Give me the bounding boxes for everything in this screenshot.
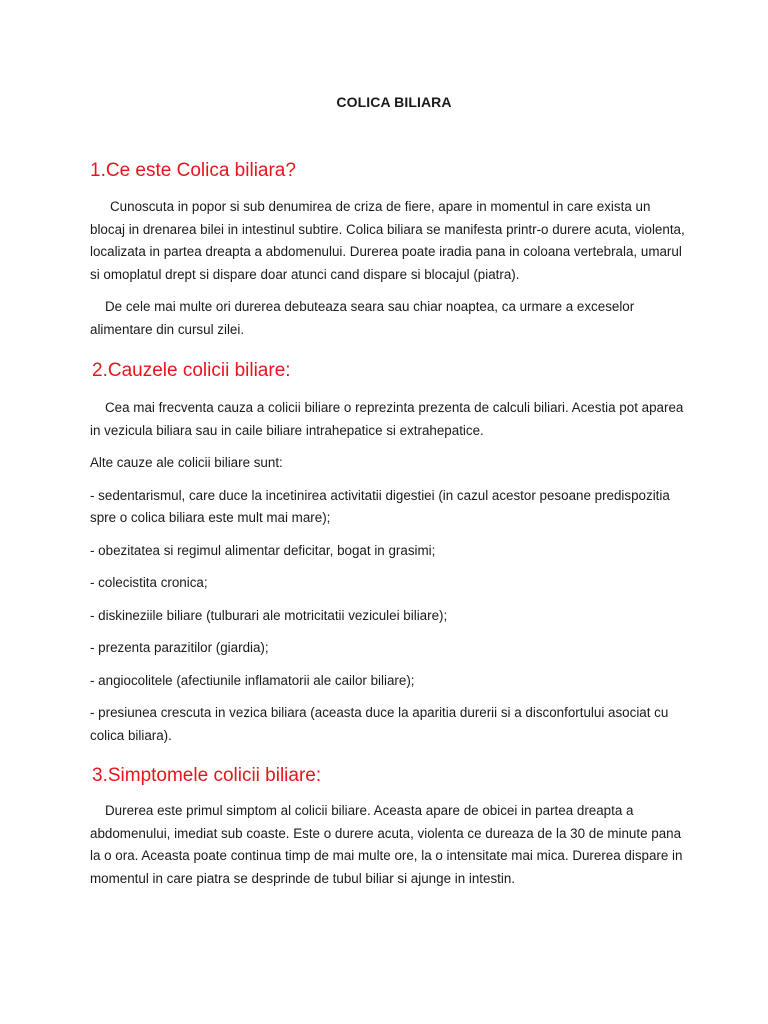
list-item: - presiunea crescuta in vezica biliara (aceasta duce la aparitia durerii si a disconfortului asociat cu colica biliara).	[90, 705, 669, 743]
list-item: - obezitatea si regimul alimentar deficitar, bogat in grasimi;	[90, 542, 436, 558]
paragraph-definition: Cunoscuta in popor si sub denumirea de criza de fiere, apare in momentul in care exista un blocaj in drenarea bilei in intestinul subtire. Colica biliara se manifesta printr-o durere acuta, violenta, localizata in partea dreapta a abdomenului. Durerea poate iradia pana in coloana vertebrala, umarul si omoplatul drept si dispare doar atunci cand dispare si blocajul (piatra).	[90, 199, 685, 282]
list-item: - angiocolitele (afectiunile inflamatorii ale cailor biliare);	[90, 672, 415, 688]
section-heading-definition: 1.Ce este Colica biliara?	[90, 160, 296, 181]
paragraph-other-causes-intro: Alte cauze ale colicii biliare sunt:	[90, 455, 283, 470]
list-item: - prezenta parazitilor (giardia);	[90, 640, 269, 655]
paragraph-onset: De cele mai multe ori durerea debuteaza seara sau chiar noaptea, ca urmare a exceselor alimentare din cursul zilei.	[90, 299, 635, 337]
section-heading-causes: 2.Cauzele colicii biliare:	[92, 360, 291, 381]
list-item: - colecistita cronica;	[90, 575, 208, 590]
section-heading-symptoms: 3.Simptomele colicii biliare:	[92, 765, 322, 786]
paragraph-symptoms: Durerea este primul simptom al colicii biliare. Aceasta apare de obicei in partea dreapta a abdomenului, imediat sub coaste. Este o durere acuta, violenta ce dureaza de la 30 de minute pana la o ora. Aceasta poate continua timp de mai multe ore, la o intensitate mai mica. Durerea dispare in momentul in care piatra se desprinde de tubul biliar si ajunge in intestin.	[90, 803, 683, 886]
document-title: COLICA BILIARA	[336, 94, 452, 110]
list-item: - diskineziile biliare (tulburari ale motricitatii veziculei biliare);	[90, 607, 448, 623]
list-item: - sedentarismul, care duce la incetinirea activitatii digestiei (in cazul acestor pesoane predispozitia spre o colica biliara este mult mai mare);	[90, 487, 670, 525]
paragraph-main-cause: Cea mai frecventa cauza a colicii biliare o reprezinta prezenta de calculi biliari. Acestia pot aparea in vezicula biliara sau in caile biliare intrahepatice si extrahepatice.	[90, 400, 684, 438]
